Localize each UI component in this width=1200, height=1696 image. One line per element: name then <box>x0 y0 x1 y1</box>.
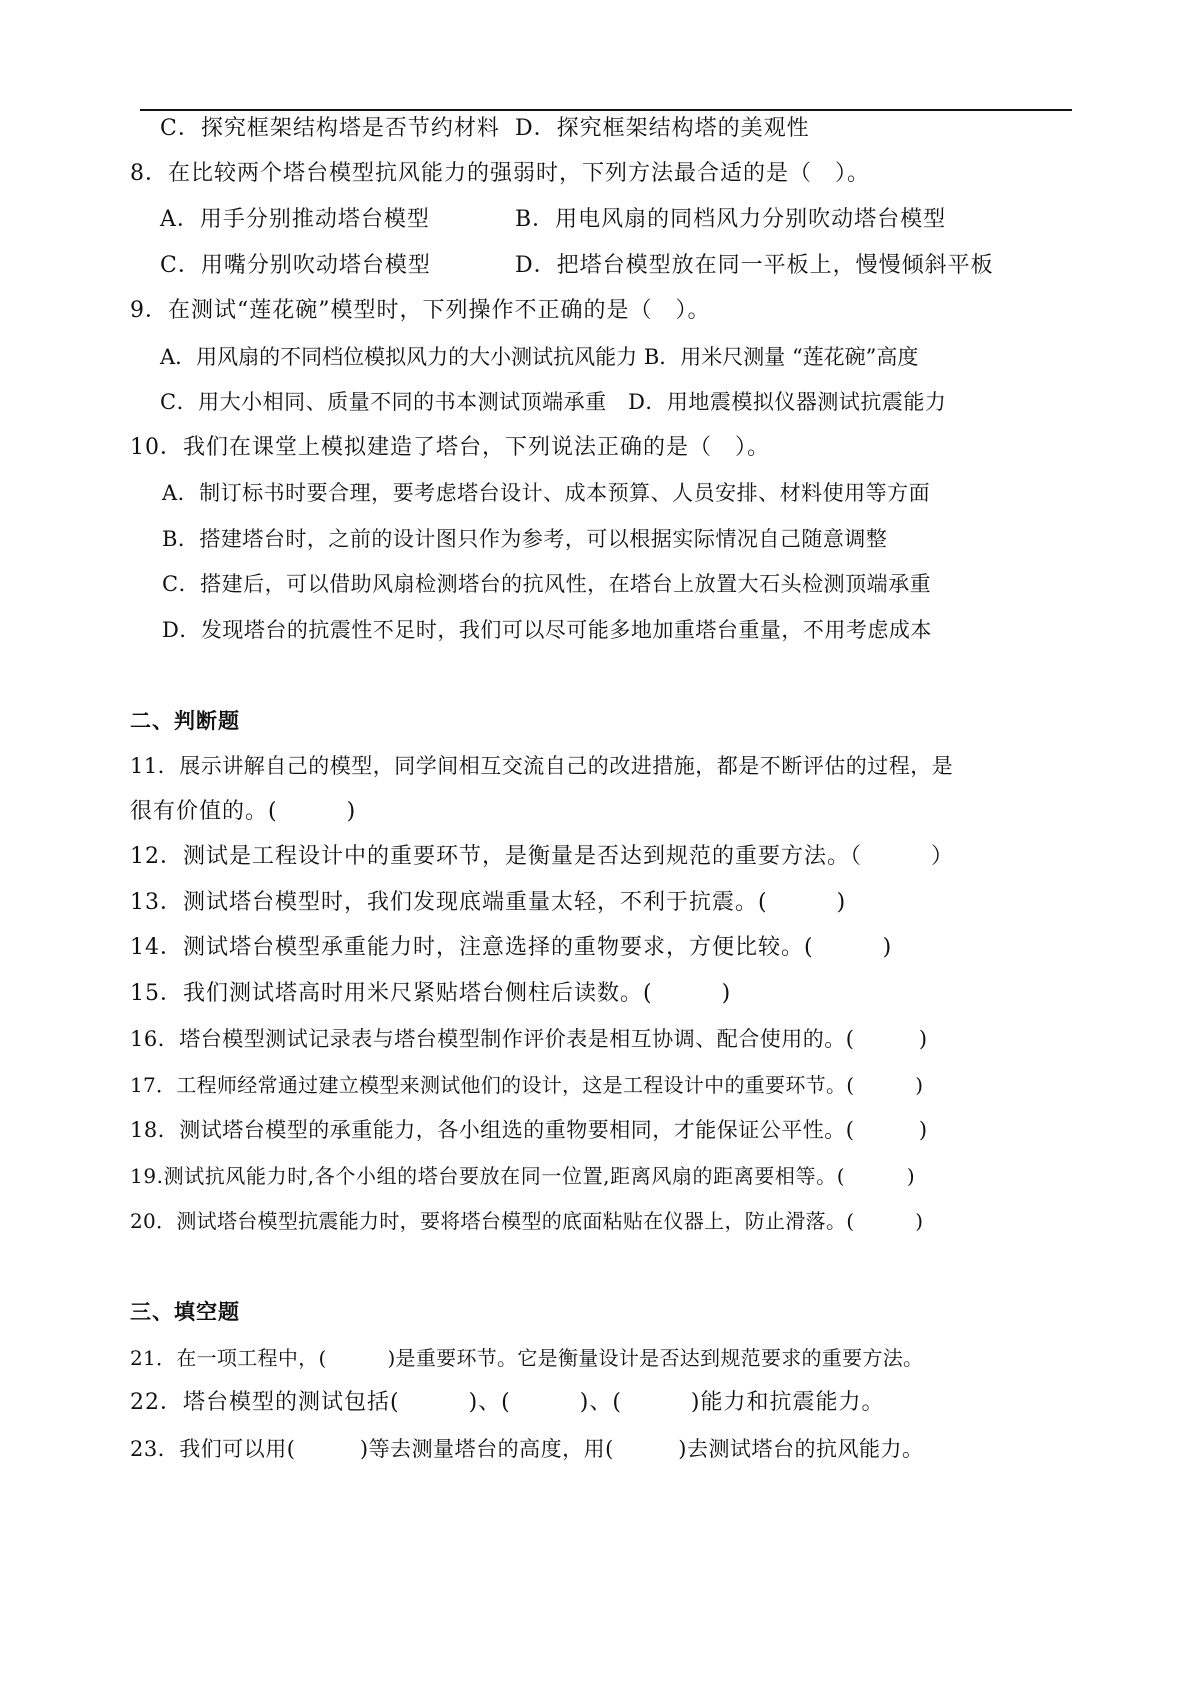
q9-options-cd: C．用大小相同、质量不同的书本测试顶端承重 D．用地震模拟仪器测试抗震能力 <box>160 390 947 414</box>
q10-stem: 10．我们在课堂上模拟建造了塔台，下列说法正确的是（ ）。 <box>130 435 770 460</box>
q12: 12．测试是工程设计中的重要环节，是衡量是否达到规范的重要方法。（ ） <box>130 844 954 869</box>
q9-stem: 9．在测试“莲花碗”模型时，下列操作不正确的是（ ）。 <box>130 298 711 323</box>
q10-option-d: D．发现塔台的抗震性不足时，我们可以尽可能多地加重塔台重量，不用考虑成本 <box>162 618 932 642</box>
section-title-fill-blank: 三、填空题 <box>130 1300 240 1324</box>
q10-option-a: A．制订标书时要合理，要考虑塔台设计、成本预算、人员安排、材料使用等方面 <box>162 481 931 505</box>
q18: 18．测试塔台模型的承重能力，各小组选的重物要相同，才能保证公平性。( ) <box>130 1118 928 1142</box>
section-title-judgment: 二、判断题 <box>130 709 240 733</box>
q13: 13．测试塔台模型时，我们发现底端重量太轻，不利于抗震。( ) <box>130 890 847 915</box>
q15: 15．我们测试塔高时用米尺紧贴塔台侧柱后读数。( ) <box>130 981 732 1006</box>
q16: 16．塔台模型测试记录表与塔台模型制作评价表是相互协调、配合使用的。( ) <box>130 1027 928 1051</box>
q10-option-c: C．搭建后，可以借助风扇检测塔台的抗风性，在塔台上放置大石头检测顶端承重 <box>162 572 932 596</box>
q7-option-c: C．探究框架结构塔是否节约材料 <box>160 116 500 141</box>
q19: 19.测试抗风能力时,各个小组的塔台要放在同一位置,距离风扇的距离要相等。( ) <box>130 1164 916 1188</box>
q8-stem: 8．在比较两个塔台模型抗风能力的强弱时，下列方法最合适的是（ ）。 <box>130 161 870 186</box>
q8-option-a: A．用手分别推动塔台模型 <box>160 207 430 232</box>
q9-options-ab: A．用风扇的不同档位模拟风力的大小测试抗风能力 B．用米尺测量 “莲花碗”高度 <box>160 345 919 369</box>
q8-option-d: D．把塔台模型放在同一平板上，慢慢倾斜平板 <box>515 253 994 278</box>
header-rule <box>140 109 1072 111</box>
q22: 22．塔台模型的测试包括( )、( )、( )能力和抗震能力。 <box>130 1390 885 1415</box>
q21: 21．在一项工程中，( )是重要环节。它是衡量设计是否达到规范要求的重要方法。 <box>130 1346 924 1370</box>
q8-option-b: B．用电风扇的同档风力分别吹动塔台模型 <box>515 207 947 232</box>
q11-line1: 11．展示讲解自己的模型，同学间相互交流自己的改进措施，都是不断评估的过程，是 <box>130 754 954 778</box>
q20: 20．测试塔台模型抗震能力时，要将塔台模型的底面粘贴在仪器上，防止滑落。( ) <box>130 1209 924 1233</box>
q17: 17．工程师经常通过建立模型来测试他们的设计，这是工程设计中的重要环节。( ) <box>130 1073 924 1097</box>
q10-option-b: B．搭建塔台时，之前的设计图只作为参考，可以根据实际情况自己随意调整 <box>162 527 888 551</box>
q7-option-d: D．探究框架结构塔的美观性 <box>515 116 810 141</box>
q23: 23．我们可以用( )等去测量塔台的高度，用( )去测试塔台的抗风能力。 <box>130 1437 924 1461</box>
q11-line2: 很有价值的。( ) <box>130 799 357 824</box>
q8-option-c: C．用嘴分别吹动塔台模型 <box>160 253 431 278</box>
q14: 14．测试塔台模型承重能力时，注意选择的重物要求，方便比较。( ) <box>130 935 893 960</box>
